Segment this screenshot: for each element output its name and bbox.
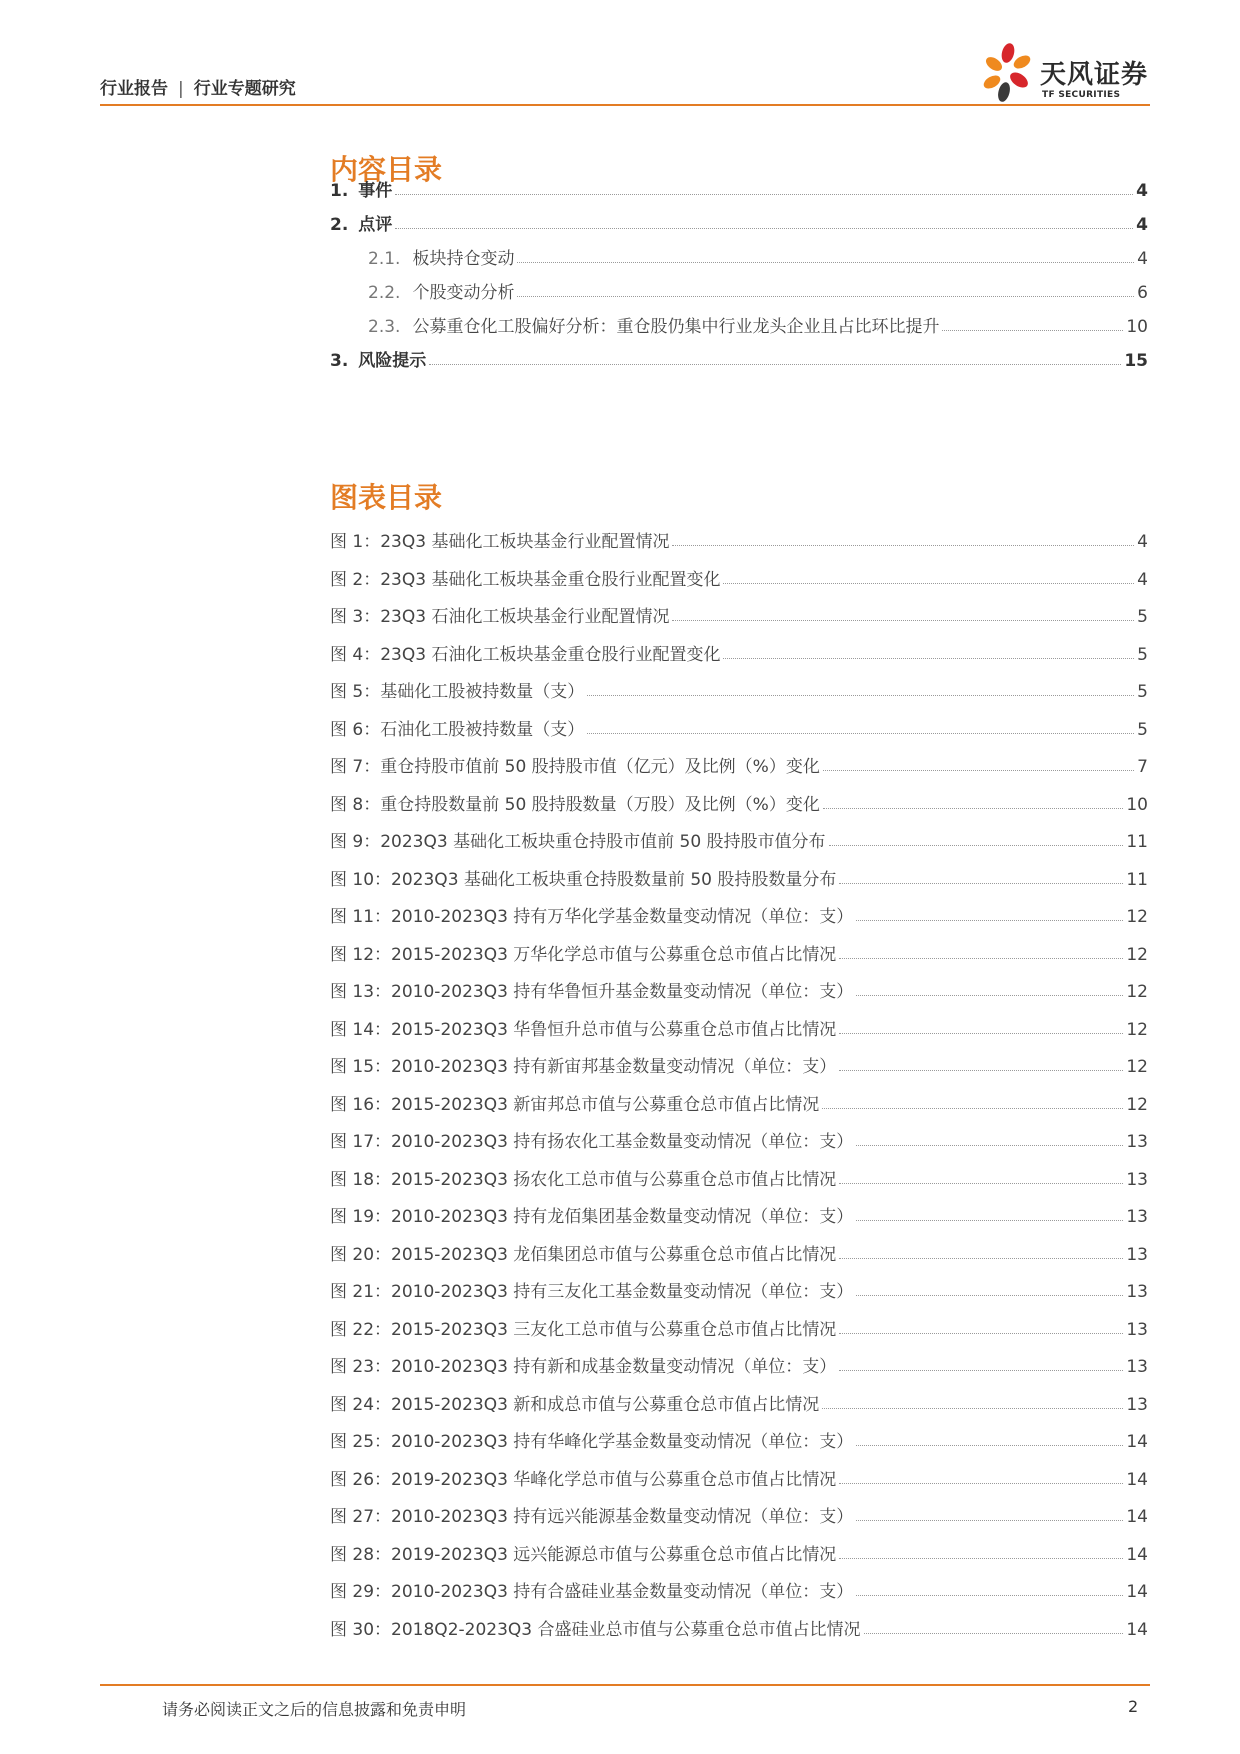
toc-entry-number: 2.2.	[368, 283, 401, 303]
figure-entry[interactable]	[330, 1239, 1148, 1265]
figure-label: 图 29：	[330, 1582, 392, 1602]
dot-leader	[672, 620, 1134, 621]
report-subtype: 行业专题研究	[193, 79, 296, 99]
figure-title: 2023Q3 基础化工板块重仓持股市值前 50 股持股市值分布	[380, 832, 826, 852]
figure-title: 2015-2023Q3 万华化学总市值与公募重仓总市值占比情况	[391, 945, 837, 965]
toc-entry-number: 1.	[330, 181, 349, 201]
dot-leader	[856, 995, 1123, 996]
figure-entry[interactable]	[330, 976, 1148, 1002]
report-type: 行业报告	[100, 79, 168, 99]
figures-title: 图表目录	[330, 481, 443, 514]
figure-label: 图 30：	[330, 1620, 392, 1640]
dot-leader	[839, 958, 1123, 959]
figure-title: 石油化工股被持数量（支）	[380, 720, 585, 740]
figure-entry[interactable]	[330, 714, 1148, 740]
figure-entry[interactable]	[330, 564, 1148, 590]
figure-label: 图 8：	[330, 795, 381, 815]
dot-leader	[429, 364, 1121, 365]
dot-leader	[856, 1220, 1123, 1221]
figure-page: 13	[1126, 1395, 1148, 1415]
toc-entry-title: 事件	[358, 181, 393, 201]
figure-entry[interactable]	[330, 1614, 1148, 1640]
figure-label: 图 1：	[330, 532, 381, 552]
figure-title: 2015-2023Q3 龙佰集团总市值与公募重仓总市值占比情况	[391, 1245, 837, 1265]
figure-title: 2015-2023Q3 华鲁恒升总市值与公募重仓总市值占比情况	[391, 1020, 837, 1040]
figure-title: 23Q3 石油化工板块基金行业配置情况	[380, 607, 670, 627]
figure-title: 2019-2023Q3 远兴能源总市值与公募重仓总市值占比情况	[391, 1545, 837, 1565]
figure-entry[interactable]	[330, 1276, 1148, 1302]
figure-page: 12	[1126, 1057, 1148, 1077]
flower-logo-icon	[982, 40, 1040, 106]
figure-entry[interactable]	[330, 826, 1148, 852]
toc-entry[interactable]	[330, 175, 1148, 201]
toc-entry-page: 6	[1137, 283, 1148, 303]
figure-entry[interactable]	[330, 1126, 1148, 1152]
dot-leader	[587, 733, 1134, 734]
figure-entry[interactable]	[330, 1389, 1148, 1415]
toc-entry-page: 15	[1124, 351, 1148, 371]
figure-entry[interactable]	[330, 1501, 1148, 1527]
figure-entry[interactable]	[330, 1201, 1148, 1227]
figure-title: 2010-2023Q3 持有远兴能源基金数量变动情况（单位：支）	[391, 1507, 854, 1527]
dot-leader	[395, 228, 1133, 229]
dot-leader	[856, 1445, 1123, 1446]
figure-entry[interactable]	[330, 939, 1148, 965]
figure-title: 2019-2023Q3 华峰化学总市值与公募重仓总市值占比情况	[391, 1470, 837, 1490]
figure-label: 图 5：	[330, 682, 381, 702]
figure-title: 2015-2023Q3 新宙邦总市值与公募重仓总市值占比情况	[391, 1095, 820, 1115]
dot-leader	[839, 1333, 1123, 1334]
toc-entry-page: 10	[1126, 317, 1148, 337]
toc-entry-page: 4	[1137, 249, 1148, 269]
figure-page: 13	[1126, 1170, 1148, 1190]
figure-entry[interactable]	[330, 789, 1148, 815]
header-separator: |	[178, 79, 184, 99]
figure-page: 14	[1126, 1620, 1148, 1640]
toc-entry-number: 3.	[330, 351, 349, 371]
figure-title: 2010-2023Q3 持有新和成基金数量变动情况（单位：支）	[391, 1357, 837, 1377]
figure-label: 图 27：	[330, 1507, 392, 1527]
figure-label: 图 26：	[330, 1470, 392, 1490]
figure-label: 图 13：	[330, 982, 392, 1002]
figure-page: 13	[1126, 1245, 1148, 1265]
figure-page: 14	[1126, 1507, 1148, 1527]
dot-leader	[856, 920, 1123, 921]
figure-page: 5	[1137, 607, 1148, 627]
dot-leader	[839, 1183, 1123, 1184]
figure-title: 2010-2023Q3 持有万华化学基金数量变动情况（单位：支）	[391, 907, 854, 927]
figure-page: 12	[1126, 982, 1148, 1002]
figure-label: 图 17：	[330, 1132, 392, 1152]
toc-title: 内容目录	[330, 153, 443, 186]
dot-leader	[839, 1258, 1123, 1259]
toc-entry-title: 点评	[358, 215, 393, 235]
figure-page: 12	[1126, 1020, 1148, 1040]
dot-leader	[839, 1033, 1123, 1034]
figure-entry[interactable]	[330, 1464, 1148, 1490]
figure-page: 13	[1126, 1207, 1148, 1227]
figure-page: 12	[1126, 907, 1148, 927]
figure-title: 23Q3 石油化工板块基金重仓股行业配置变化	[380, 645, 721, 665]
figure-page: 14	[1126, 1582, 1148, 1602]
figure-entry[interactable]	[330, 676, 1148, 702]
toc-entry[interactable]	[330, 209, 1148, 235]
figure-page: 12	[1126, 945, 1148, 965]
toc-entry-title: 公募重仓化工股偏好分析：重仓股仍集中行业龙头企业且占比环比提升	[412, 317, 940, 337]
footer-divider	[100, 1684, 1150, 1686]
dot-leader	[942, 330, 1123, 331]
toc-entry-page: 4	[1136, 215, 1148, 235]
figure-entry[interactable]	[330, 901, 1148, 927]
figure-entry[interactable]	[330, 1314, 1148, 1340]
figure-label: 图 18：	[330, 1170, 392, 1190]
figure-title: 2010-2023Q3 持有合盛硅业基金数量变动情况（单位：支）	[391, 1582, 854, 1602]
dot-leader	[723, 658, 1134, 659]
figure-entry[interactable]	[330, 1426, 1148, 1452]
figure-page: 13	[1126, 1282, 1148, 1302]
figure-title: 2023Q3 基础化工板块重仓持股数量前 50 股持股数量分布	[391, 870, 837, 890]
dot-leader	[839, 1483, 1123, 1484]
dot-leader	[823, 770, 1134, 771]
figure-title: 2010-2023Q3 持有华峰化学基金数量变动情况（单位：支）	[391, 1432, 854, 1452]
figure-page: 7	[1137, 757, 1148, 777]
figure-page: 5	[1137, 720, 1148, 740]
figure-page: 11	[1126, 870, 1148, 890]
figure-page: 4	[1137, 532, 1148, 552]
toc-entry-title: 板块持仓变动	[412, 249, 515, 269]
toc-entry[interactable]	[330, 345, 1148, 371]
page-number: 2	[1128, 1697, 1139, 1716]
figure-label: 图 22：	[330, 1320, 392, 1340]
figure-title: 23Q3 基础化工板块基金重仓股行业配置变化	[380, 570, 721, 590]
figure-entry[interactable]	[330, 1089, 1148, 1115]
figure-label: 图 19：	[330, 1207, 392, 1227]
figure-entry[interactable]	[330, 1351, 1148, 1377]
dot-leader	[587, 695, 1134, 696]
figure-title: 23Q3 基础化工板块基金行业配置情况	[380, 532, 670, 552]
dot-leader	[839, 1070, 1123, 1071]
dot-leader	[822, 1108, 1123, 1109]
figure-label: 图 25：	[330, 1432, 392, 1452]
figure-page: 14	[1126, 1545, 1148, 1565]
logo-name: 天风证券	[1040, 60, 1149, 90]
figure-label: 图 15：	[330, 1057, 392, 1077]
figure-title: 重仓持股数量前 50 股持股数量（万股）及比例（%）变化	[380, 795, 820, 815]
figure-entry[interactable]	[330, 639, 1148, 665]
toc-subentry[interactable]	[368, 243, 1148, 269]
logo-english-name: TF SECURITIES	[1042, 90, 1121, 100]
figure-label: 图 14：	[330, 1020, 392, 1040]
figure-label: 图 16：	[330, 1095, 392, 1115]
figure-label: 图 9：	[330, 832, 381, 852]
toc-subentry[interactable]	[368, 311, 1148, 337]
figure-title: 2015-2023Q3 三友化工总市值与公募重仓总市值占比情况	[391, 1320, 837, 1340]
dot-leader	[517, 262, 1134, 263]
figure-label: 图 23：	[330, 1357, 392, 1377]
dot-leader	[864, 1633, 1124, 1634]
figure-label: 图 3：	[330, 607, 381, 627]
figure-page: 10	[1126, 795, 1148, 815]
dot-leader	[517, 296, 1134, 297]
figure-label: 图 10：	[330, 870, 392, 890]
figure-page: 14	[1126, 1470, 1148, 1490]
figure-label: 图 6：	[330, 720, 381, 740]
figure-title: 重仓持股市值前 50 股持股市值（亿元）及比例（%）变化	[380, 757, 820, 777]
figure-page: 13	[1126, 1320, 1148, 1340]
figure-entry[interactable]	[330, 751, 1148, 777]
figure-page: 4	[1137, 570, 1148, 590]
figure-page: 5	[1137, 682, 1148, 702]
toc-entry-page: 4	[1136, 181, 1148, 201]
figure-label: 图 28：	[330, 1545, 392, 1565]
figure-label: 图 11：	[330, 907, 392, 927]
figure-title: 2010-2023Q3 持有华鲁恒升基金数量变动情况（单位：支）	[391, 982, 854, 1002]
figure-entry[interactable]	[330, 1576, 1148, 1602]
toc-entry-title: 风险提示	[358, 351, 427, 371]
figure-entry[interactable]	[330, 1539, 1148, 1565]
dot-leader	[839, 883, 1123, 884]
figure-entry[interactable]	[330, 601, 1148, 627]
figure-label: 图 12：	[330, 945, 392, 965]
toc-entry-number: 2.1.	[368, 249, 401, 269]
header-divider	[100, 104, 1150, 106]
figure-label: 图 21：	[330, 1282, 392, 1302]
dot-leader	[823, 808, 1124, 809]
dot-leader	[723, 583, 1134, 584]
figure-entry[interactable]	[330, 864, 1148, 890]
footer-disclaimer: 请务必阅读正文之后的信息披露和免责申明	[162, 1700, 467, 1719]
dot-leader	[839, 1370, 1123, 1371]
figure-title: 基础化工股被持数量（支）	[380, 682, 585, 702]
company-logo	[982, 40, 1152, 106]
dot-leader	[395, 194, 1133, 195]
toc-subentry[interactable]	[368, 277, 1148, 303]
figure-page: 13	[1126, 1132, 1148, 1152]
dot-leader	[856, 1595, 1123, 1596]
dot-leader	[672, 545, 1134, 546]
figure-label: 图 7：	[330, 757, 381, 777]
dot-leader	[856, 1295, 1123, 1296]
figure-title: 2015-2023Q3 新和成总市值与公募重仓总市值占比情况	[391, 1395, 820, 1415]
header-breadcrumb	[100, 74, 296, 99]
figure-title: 2015-2023Q3 扬农化工总市值与公募重仓总市值占比情况	[391, 1170, 837, 1190]
figure-page: 12	[1126, 1095, 1148, 1115]
figure-entry[interactable]	[330, 1164, 1148, 1190]
figure-title: 2018Q2-2023Q3 合盛硅业总市值与公募重仓总市值占比情况	[391, 1620, 861, 1640]
figure-page: 11	[1126, 832, 1148, 852]
toc-entry-number: 2.3.	[368, 317, 401, 337]
dot-leader	[839, 1558, 1123, 1559]
figure-label: 图 24：	[330, 1395, 392, 1415]
dot-leader	[829, 845, 1124, 846]
dot-leader	[856, 1145, 1123, 1146]
toc-entry-number: 2.	[330, 215, 349, 235]
figure-entry[interactable]	[330, 1051, 1148, 1077]
figure-title: 2010-2023Q3 持有新宙邦基金数量变动情况（单位：支）	[391, 1057, 837, 1077]
figure-entry[interactable]	[330, 526, 1148, 552]
dot-leader	[822, 1408, 1123, 1409]
toc-entry-title: 个股变动分析	[412, 283, 515, 303]
figure-page: 14	[1126, 1432, 1148, 1452]
dot-leader	[856, 1520, 1123, 1521]
figure-label: 图 2：	[330, 570, 381, 590]
figure-page: 13	[1126, 1357, 1148, 1377]
figure-title: 2010-2023Q3 持有龙佰集团基金数量变动情况（单位：支）	[391, 1207, 854, 1227]
figure-label: 图 20：	[330, 1245, 392, 1265]
figure-title: 2010-2023Q3 持有扬农化工基金数量变动情况（单位：支）	[391, 1132, 854, 1152]
figure-label: 图 4：	[330, 645, 381, 665]
figure-entry[interactable]	[330, 1014, 1148, 1040]
figure-page: 5	[1137, 645, 1148, 665]
figure-title: 2010-2023Q3 持有三友化工基金数量变动情况（单位：支）	[391, 1282, 854, 1302]
